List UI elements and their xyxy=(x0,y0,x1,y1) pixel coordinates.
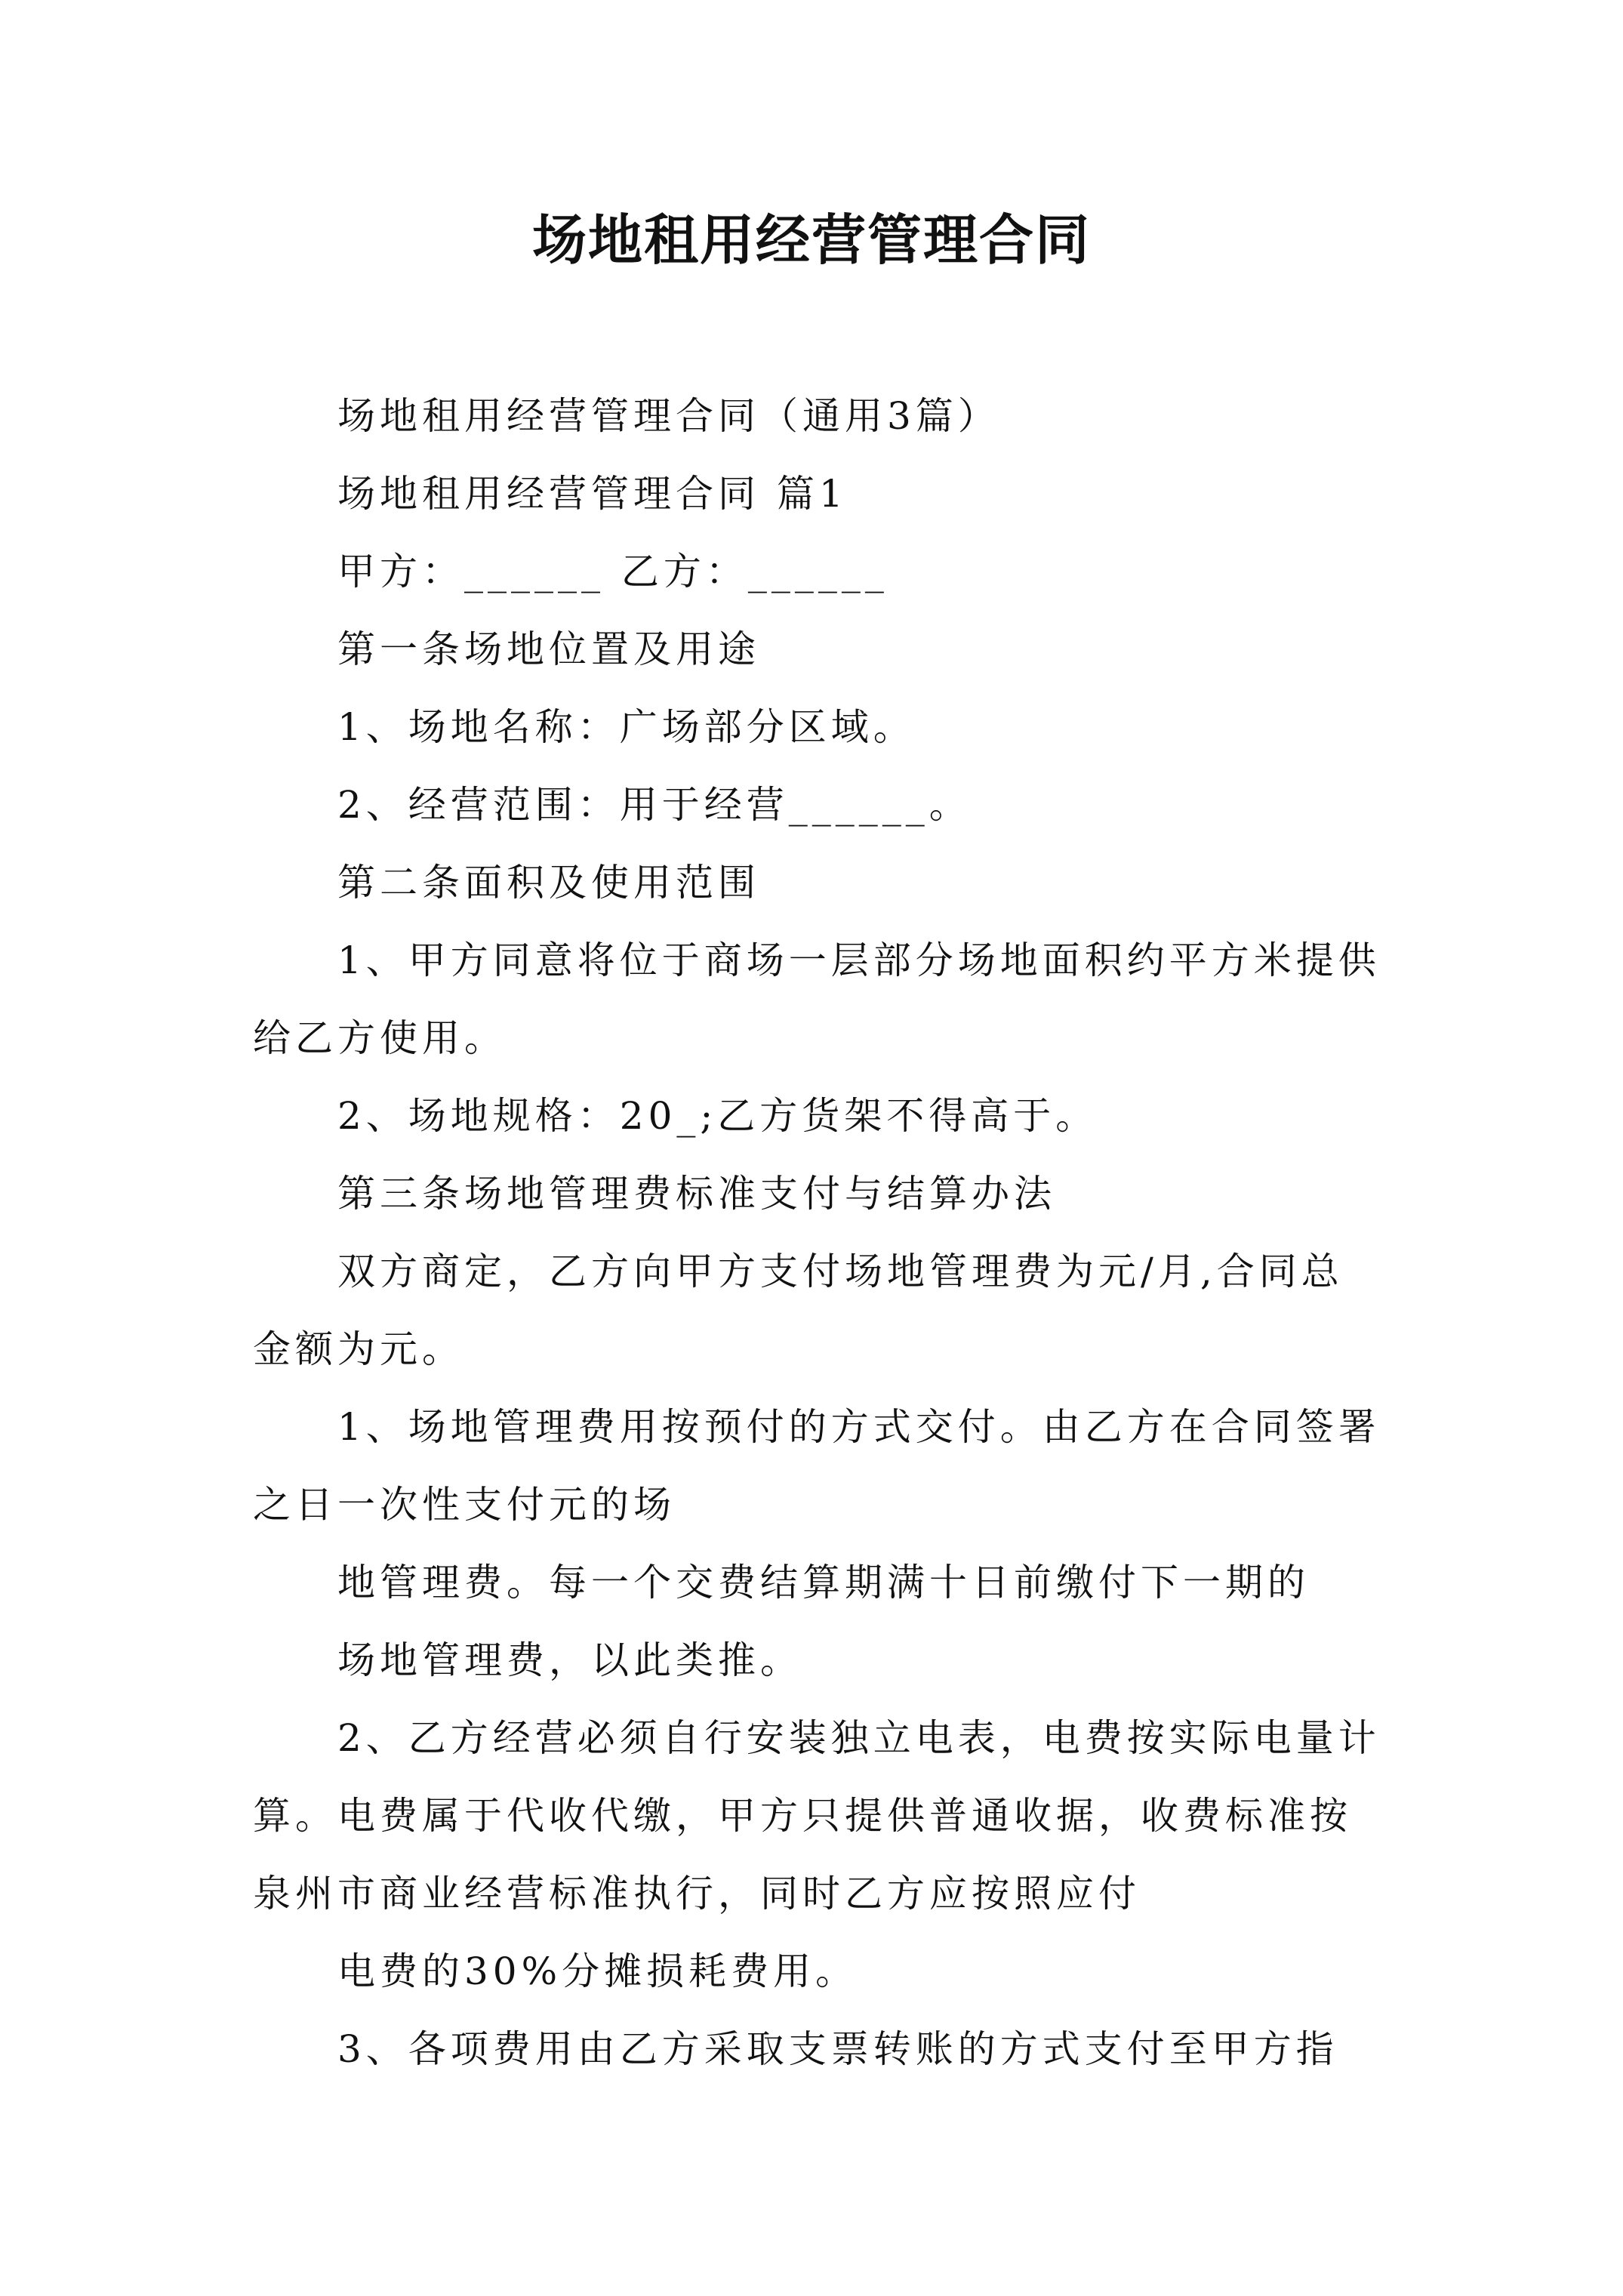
paragraph-article-3-item-3: 3、各项费用由乙方采取支票转账的方式支付至甲方指 xyxy=(337,2027,1338,2071)
document-title: 场地租用经营管理合同 xyxy=(531,208,1091,272)
paragraph-article-1-item-2: 2、经营范围：用于经营______。 xyxy=(337,783,972,827)
paragraph-article-2-item-2: 2、场地规格：20_;乙方货架不得高于。 xyxy=(337,1094,1098,1138)
paragraph-article-3-item-1-cont-a: 地管理费。每一个交费结算期满十日前缴付下一期的 xyxy=(337,1561,1310,1604)
paragraph-article-1-heading: 第一条场地位置及用途 xyxy=(337,627,760,671)
paragraph-subtitle: 场地租用经营管理合同（通用3篇） xyxy=(337,394,1000,438)
document-body xyxy=(253,378,1385,2088)
paragraph-article-3-item-1-cont-b: 场地管理费，以此类推。 xyxy=(337,1638,802,1682)
paragraph-article-2-heading: 第二条面积及使用范围 xyxy=(337,861,760,905)
paragraph-article-3-item-1: 1、场地管理费用按预付的方式交付。由乙方在合同签署之日一次性支付元的场 xyxy=(253,1405,1381,1527)
paragraph-article-3-item-2: 2、乙方经营必须自行安装独立电表，电费按实际电量计算。电费属于代收代缴，甲方只提供普通收据，收费标准按泉州市商业经营标准执行，同时乙方应按照应付 xyxy=(253,1716,1381,1915)
paragraph-part-heading: 场地租用经营管理合同 篇1 xyxy=(337,472,848,516)
paragraph-parties: 甲方：______ 乙方：______ xyxy=(337,550,888,593)
paragraph-article-1-item-1: 1、场地名称：广场部分区域。 xyxy=(337,705,916,749)
paragraph-article-3-item-2-cont: 电费的30%分摊损耗费用。 xyxy=(337,1949,858,1993)
paragraph-article-3-heading: 第三条场地管理费标准支付与结算办法 xyxy=(337,1172,1056,1216)
paragraph-article-2-item-1: 1、甲方同意将位于商场一层部分场地面积约平方米提供给乙方使用。 xyxy=(253,938,1381,1060)
paragraph-article-3-intro: 双方商定，乙方向甲方支付场地管理费为元/月,合同总金额为元。 xyxy=(253,1250,1344,1371)
